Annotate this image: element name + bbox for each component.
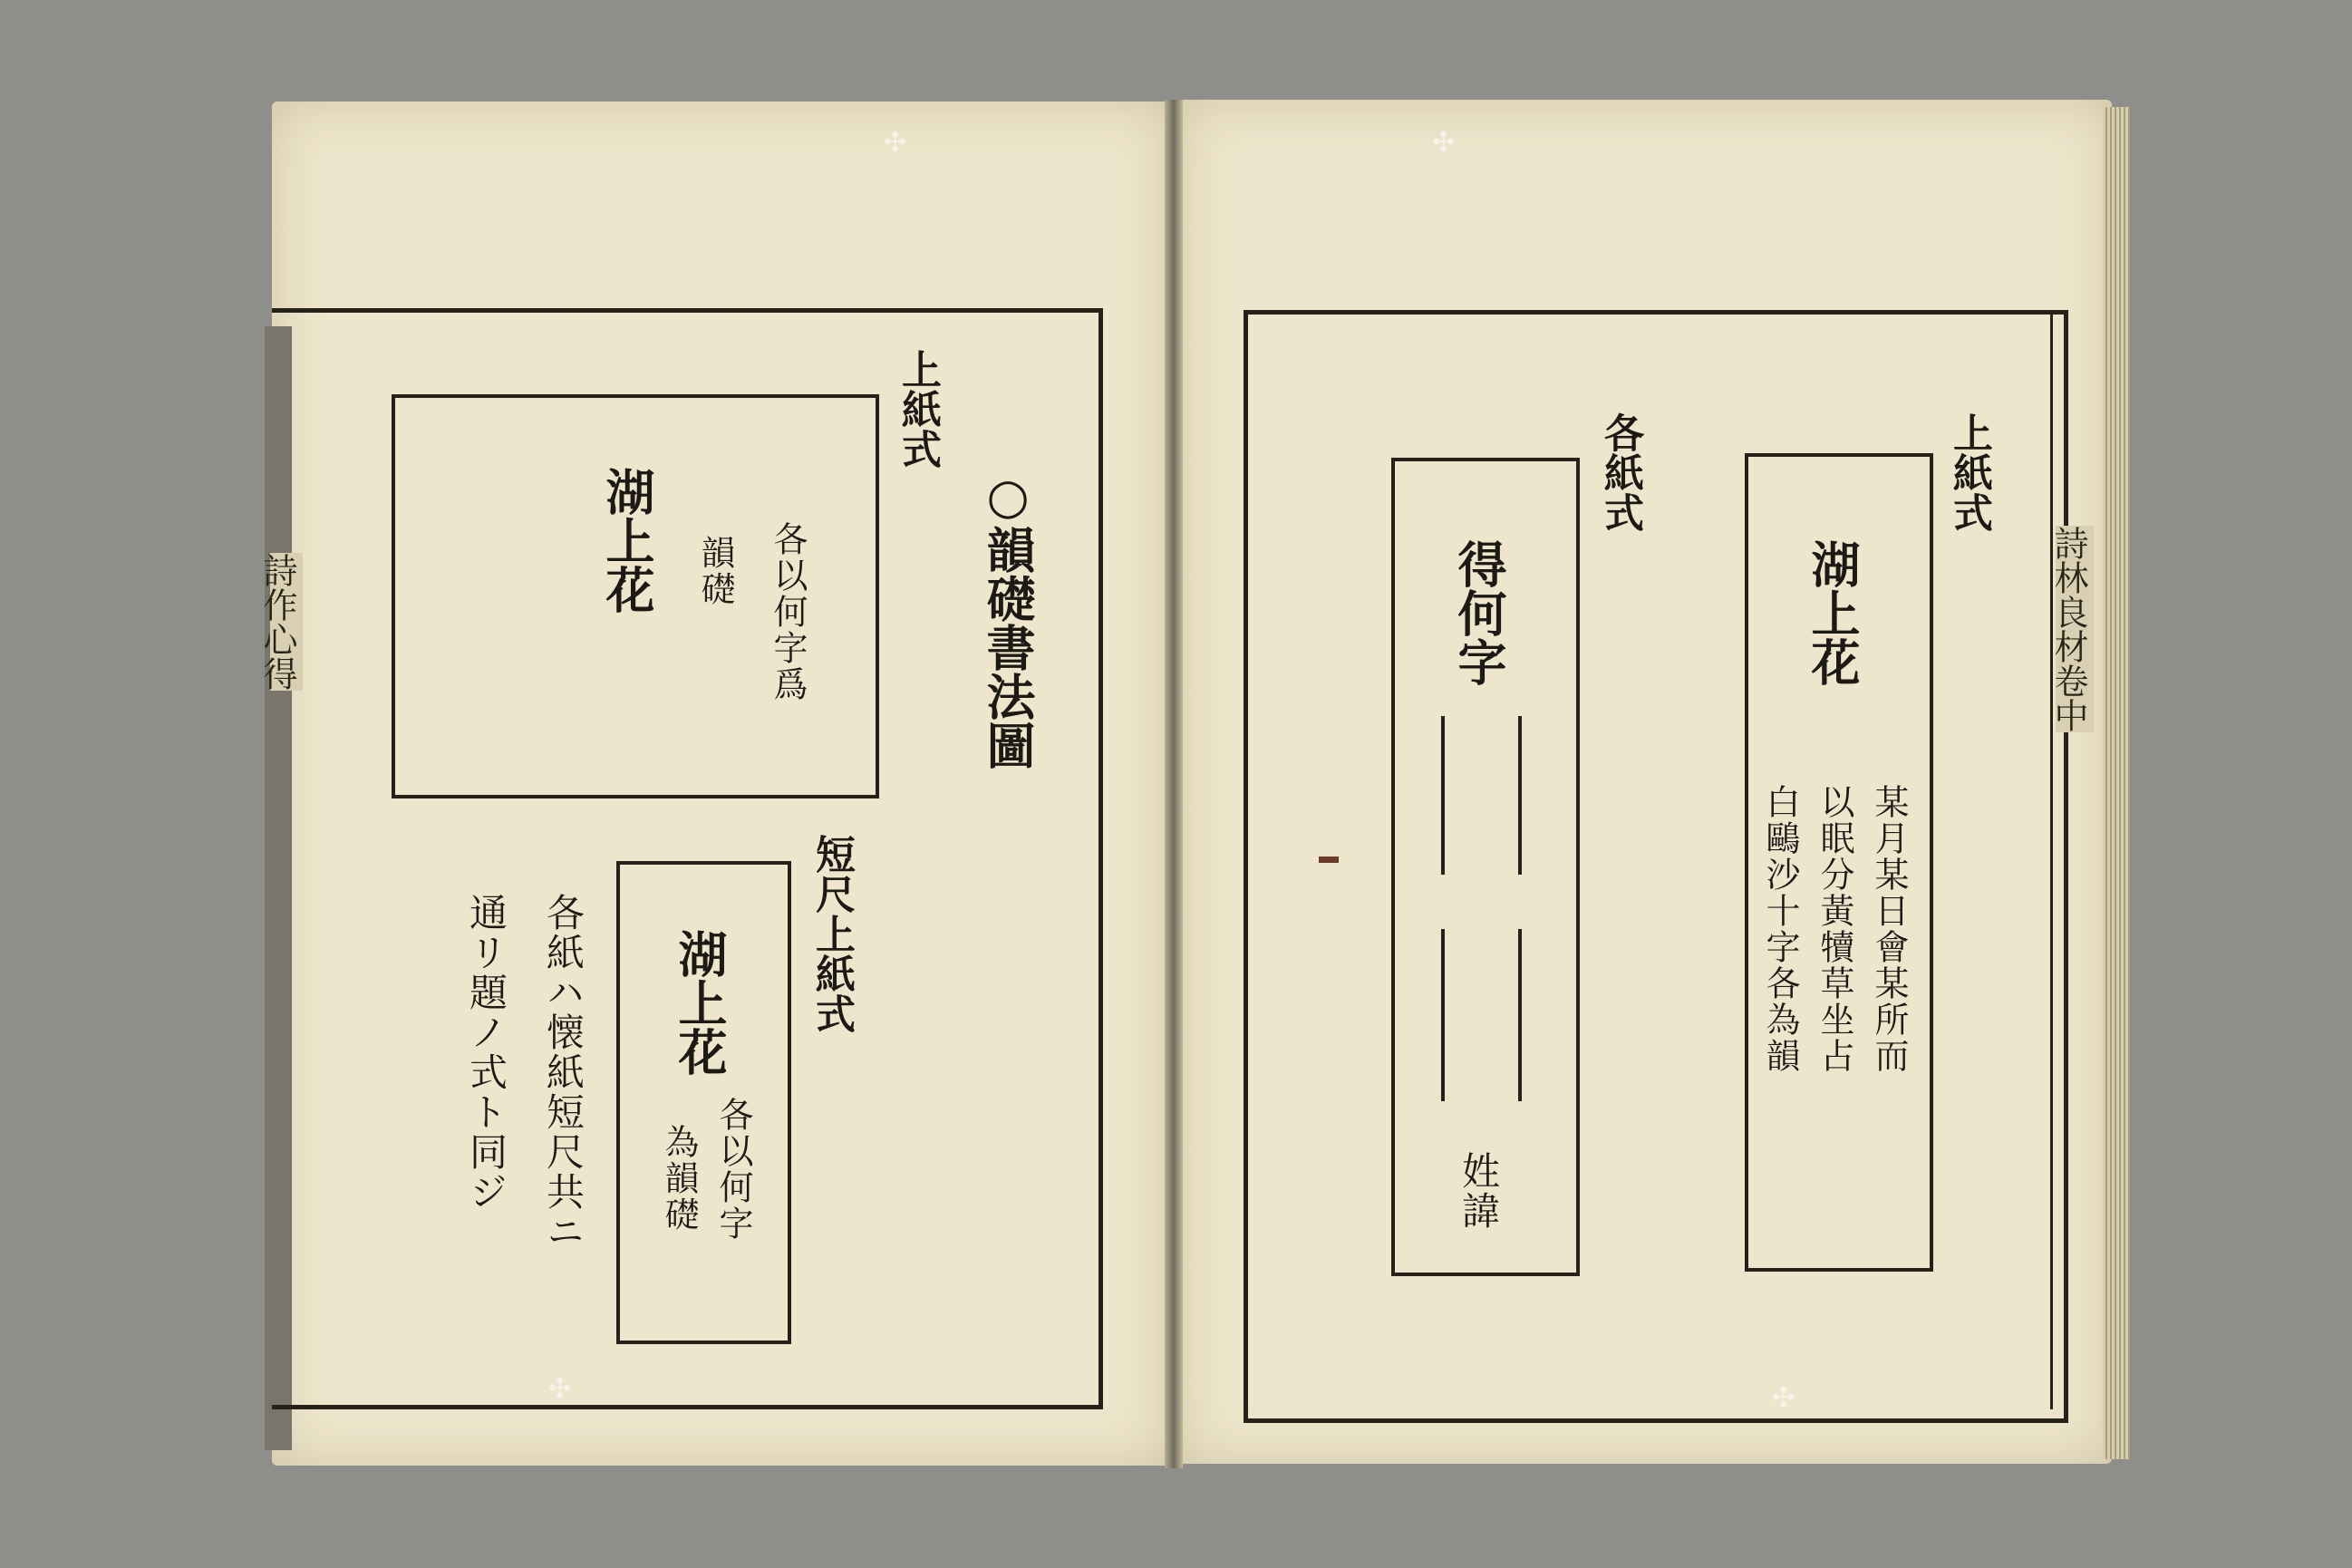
writing-guide-line <box>1441 929 1445 1101</box>
explanatory-note: 通リ題ノ式ト同ジ <box>464 893 508 1212</box>
short-paper-label: 短尺上紙式 <box>808 834 855 1033</box>
gathering-detail: 某月某日會某所而 <box>1869 784 1909 1074</box>
writing-guide-line <box>1518 716 1522 875</box>
upper-paper-note: 韻礎 <box>695 535 735 607</box>
short-paper-note: 各以何字 <box>713 1097 753 1242</box>
binding-thread-icon: ✣ <box>884 127 907 159</box>
ink-mark <box>1319 857 1339 863</box>
upper-paper-label: 上紙式 <box>1946 412 1992 532</box>
upper-paper-title: 湖上花 <box>598 467 656 614</box>
binding-thread-icon: ✣ <box>1772 1382 1795 1414</box>
upper-paper-title: 湖上花 <box>1804 539 1862 686</box>
short-paper-title: 湖上花 <box>671 929 729 1076</box>
frame-inner-rule <box>2050 313 2053 1409</box>
gathering-detail: 以眠分黃犢草坐占 <box>1815 784 1854 1074</box>
upper-paper-note: 各以何字爲 <box>768 521 808 702</box>
short-paper-note: 為韻礎 <box>659 1124 699 1233</box>
right-page-frame <box>1244 310 2068 1423</box>
section-heading: ○韻礎書法圖 <box>979 467 1037 769</box>
binding-thread-icon: ✣ <box>548 1373 572 1405</box>
left-spine-label: 詩作心得 <box>270 553 303 691</box>
each-paper-title: 得何字 <box>1450 539 1508 686</box>
binding-thread-icon: ✣ <box>1432 127 1456 159</box>
book-gutter <box>1165 100 1183 1468</box>
writing-guide-line <box>1441 716 1445 875</box>
right-spine-label: 詩林良材卷中 <box>2056 526 2094 732</box>
page-edges <box>2103 107 2130 1459</box>
gathering-detail: 白鷗沙十字各為韻 <box>1760 784 1800 1074</box>
writing-guide-line <box>1518 929 1522 1101</box>
explanatory-note: 各紙ハ懐紙短尺共ニ <box>541 893 586 1252</box>
upper-paper-label: 上紙式 <box>895 349 941 469</box>
each-paper-label: 各紙式 <box>1597 412 1643 532</box>
signature-label: 姓諱 <box>1457 1151 1501 1231</box>
